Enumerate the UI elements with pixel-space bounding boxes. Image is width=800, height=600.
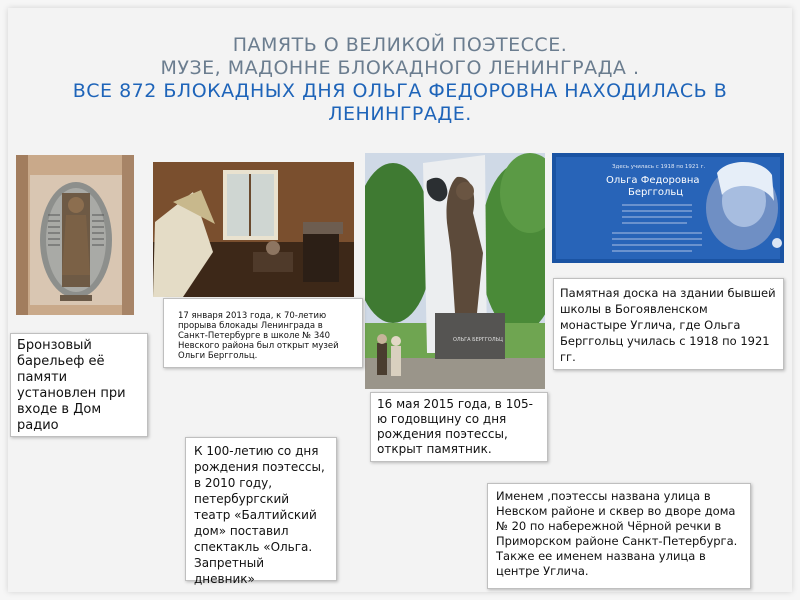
caption-plaque: Памятная доска на здании бывшей школы в Богоявленском монастыре Углича, где Ольга Берггольц училась с 1918 по 1921 гг. (553, 278, 784, 370)
monument-photo (365, 153, 545, 389)
museum-room-photo (153, 162, 354, 297)
caption-street: Именем ,поэтессы названа улица в Невском районе и сквер во дворе дома № 20 по набережной Чёрной речки в Приморском районе Санкт-Петербурга. Также ее именем названа улица в центре Углича. (487, 483, 751, 589)
caption-monument: 16 мая 2015 года, в 105-ю годовщину со дня рождения поэтессы, открыт памятник. (370, 392, 548, 462)
plaque-top-line: Здесь училась с 1918 по 1921 г. (612, 164, 706, 170)
caption-bronze-relief: Бронзовый барельеф её памяти установлен при входе в Дом радио (10, 333, 148, 437)
plaque-name-line2: Берггольц (628, 187, 684, 198)
monument-inscription: ОЛЬГА БЕРГГОЛЬЦ (453, 337, 503, 343)
caption-theater: К 100-летию со дня рождения поэтессы, в 2010 году, петербургский театр «Балтийский дом» поставил спектакль «Ольга. Запретный дневник» (185, 437, 337, 581)
title-line-2: МУЗЕ, МАДОННЕ БЛОКАДНОГО ЛЕНИНГРАДА . (160, 57, 640, 79)
caption-school-museum: 17 января 2013 года, к 70-летию прорыва блокады Ленинграда в Санкт-Петербурге в школе № 340 Невского района был открыт музей Ольги Берггольц. (163, 298, 363, 368)
bronze-relief-photo (16, 155, 134, 315)
slide-title (40, 34, 760, 126)
title-line-3: ВСЕ 872 БЛОКАДНЫХ ДНЯ ОЛЬГА ФЕДОРОВНА НАХОДИЛАСЬ В ЛЕНИНГРАДЕ. (72, 80, 728, 125)
plaque-name-line1: Ольга Федоровна (606, 175, 700, 186)
title-line-1: ПАМЯТЬ О ВЕЛИКОЙ ПОЭТЕССЕ. (232, 34, 568, 56)
memorial-plaque-photo (552, 153, 784, 263)
